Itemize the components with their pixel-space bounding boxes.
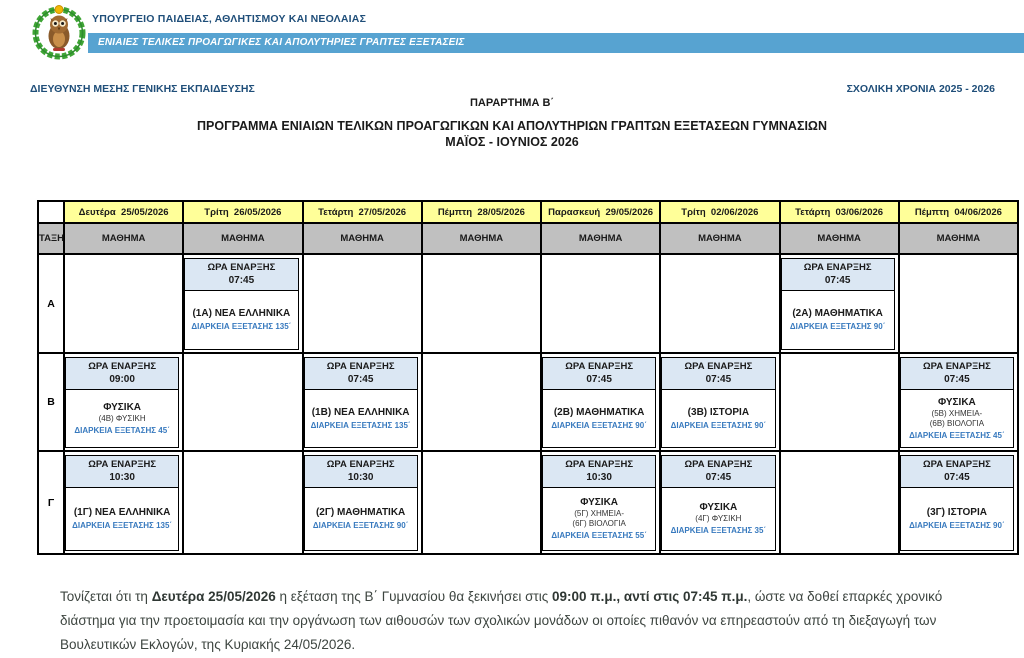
subject-col-header-7: ΜΑΘΗΜΑ bbox=[899, 223, 1018, 254]
class-label-Γ: Γ bbox=[38, 451, 64, 554]
exam-box bbox=[65, 357, 179, 448]
start-time-value: 07:45 bbox=[944, 373, 970, 385]
start-time-box bbox=[305, 358, 417, 390]
start-time-value: 07:45 bbox=[824, 274, 851, 286]
subject-name: (1Γ) ΝΕΑ ΕΛΛΗΝΙΚΑ bbox=[73, 507, 171, 518]
subject-area bbox=[185, 291, 297, 349]
subject-area bbox=[543, 488, 655, 550]
class-row-Β bbox=[38, 353, 1018, 451]
subject-name: (1Α) ΝΕΑ ΕΛΛΗΝΙΚΑ bbox=[192, 308, 291, 319]
subject-area bbox=[543, 390, 655, 447]
directorate-label: ΔΙΕΥΘΥΝΣΗ ΜΕΣΗΣ ΓΕΝΙΚΗΣ ΕΚΠΑΙΔΕΥΣΗΣ bbox=[30, 83, 255, 95]
start-time-box bbox=[66, 456, 178, 488]
exam-box bbox=[542, 357, 656, 448]
subject-name: (1Β) ΝΕΑ ΕΛΛΗΝΙΚΑ bbox=[311, 406, 410, 418]
exam-cell-Α-1 bbox=[183, 254, 302, 353]
subject-area bbox=[662, 390, 774, 447]
start-time-box bbox=[66, 358, 178, 390]
start-time-box bbox=[662, 358, 774, 390]
footnote-segment: Τονίζεται ότι τη bbox=[60, 589, 152, 604]
schedule-head bbox=[38, 201, 1018, 254]
subject-col-header-3: ΜΑΘΗΜΑ bbox=[422, 223, 541, 254]
corner-cell bbox=[38, 201, 64, 223]
ministry-owl-emblem-icon bbox=[30, 3, 88, 61]
start-time-value: 10:30 bbox=[347, 471, 374, 483]
exam-box bbox=[542, 455, 656, 551]
page-title bbox=[0, 118, 1024, 150]
exam-cell-Β-4 bbox=[541, 353, 660, 451]
start-time-value: 07:45 bbox=[944, 471, 970, 483]
exam-box bbox=[661, 455, 775, 551]
exam-duration: ΔΙΑΡΚΕΙΑ ΕΞΕΤΑΣΗΣ 45΄ bbox=[909, 430, 1005, 440]
exam-cell-Γ-1 bbox=[183, 451, 302, 554]
subject-code-line: (6Γ) ΒΙΟΛΟΓΙΑ bbox=[572, 519, 626, 528]
exam-box bbox=[900, 357, 1014, 448]
footnote-segment: η εξέταση της Β΄ Γυμνασίου θα ξεκινήσει στις bbox=[275, 589, 553, 604]
exam-cell-Β-6 bbox=[780, 353, 899, 451]
exam-cell-Γ-5 bbox=[660, 451, 779, 554]
start-time-box bbox=[901, 456, 1013, 488]
exam-box bbox=[781, 258, 895, 350]
exam-cell-Β-1 bbox=[183, 353, 302, 451]
day-header-5: Τρίτη 02/06/2026 bbox=[660, 201, 779, 223]
schedule-body bbox=[38, 254, 1018, 554]
exam-box bbox=[304, 357, 418, 448]
subject-name: ΦΥΣΙΚΑ bbox=[937, 396, 976, 408]
start-time-label: ΩΡΑ ΕΝΑΡΞΗΣ bbox=[207, 261, 276, 273]
day-header-4: Παρασκευή 29/05/2026 bbox=[541, 201, 660, 223]
class-label-Β: Β bbox=[38, 353, 64, 451]
start-time-label: ΩΡΑ ΕΝΑΡΞΗΣ bbox=[922, 458, 991, 470]
class-col-header: ΤΑΞΗ bbox=[38, 223, 64, 254]
exam-cell-Α-4 bbox=[541, 254, 660, 353]
exam-box bbox=[661, 357, 775, 448]
exam-cell-Α-6 bbox=[780, 254, 899, 353]
subject-name: (2Α) ΜΑΘΗΜΑΤΙΚΑ bbox=[792, 308, 883, 319]
subject-area bbox=[901, 488, 1013, 550]
subject-code-line: (4Γ) ΦΥΣΙΚΗ bbox=[695, 514, 742, 523]
subject-area bbox=[305, 488, 417, 550]
exam-cell-Γ-6 bbox=[780, 451, 899, 554]
start-time-label: ΩΡΑ ΕΝΑΡΞΗΣ bbox=[922, 360, 991, 372]
start-time-value: 07:45 bbox=[347, 373, 374, 385]
exam-box bbox=[900, 455, 1014, 551]
subject-header-row bbox=[38, 223, 1018, 254]
exam-duration: ΔΙΑΡΚΕΙΑ ΕΞΕΤΑΣΗΣ 35΄ bbox=[670, 526, 767, 535]
day-header-1: Τρίτη 26/05/2026 bbox=[183, 201, 302, 223]
exam-cell-Γ-3 bbox=[422, 451, 541, 554]
day-header-0: Δευτέρα 25/05/2026 bbox=[64, 201, 183, 223]
exam-duration: ΔΙΑΡΚΕΙΑ ΕΞΕΤΑΣΗΣ 90΄ bbox=[551, 420, 647, 430]
subject-col-header-0: ΜΑΘΗΜΑ bbox=[64, 223, 183, 254]
exam-cell-Α-0 bbox=[64, 254, 183, 353]
start-time-box bbox=[662, 456, 774, 488]
exam-duration: ΔΙΑΡΚΕΙΑ ΕΞΕΤΑΣΗΣ 135΄ bbox=[310, 420, 411, 430]
start-time-label: ΩΡΑ ΕΝΑΡΞΗΣ bbox=[565, 458, 634, 470]
subject-area bbox=[66, 488, 178, 550]
exam-duration: ΔΙΑΡΚΕΙΑ ΕΞΕΤΑΣΗΣ 45΄ bbox=[74, 425, 170, 435]
exam-cell-Α-5 bbox=[660, 254, 779, 353]
day-header-2: Τετάρτη 27/05/2026 bbox=[303, 201, 422, 223]
subject-area bbox=[782, 291, 894, 349]
subject-col-header-4: ΜΑΘΗΜΑ bbox=[541, 223, 660, 254]
page-title-line1: ΠΡΟΓΡΑΜΜΑ ΕΝΙΑΙΩΝ ΤΕΛΙΚΩΝ ΠΡΟΑΓΩΓΙΚΩΝ ΚΑΙ ΑΠΟΛΥΤΗΡΙΩΝ ΓΡΑΠΤΩΝ ΕΞΕΤΑΣΕΩΝ ΓΥΜΝΑΣΙΩΝ bbox=[197, 119, 827, 133]
exam-duration: ΔΙΑΡΚΕΙΑ ΕΞΕΤΑΣΗΣ 55΄ bbox=[551, 531, 647, 540]
school-year-label: ΣΧΟΛΙΚΗ ΧΡΟΝΙΑ 2025 - 2026 bbox=[846, 83, 995, 95]
subject-area bbox=[66, 390, 178, 447]
subject-name: (3Β) ΙΣΤΟΡΙΑ bbox=[687, 406, 750, 418]
subject-name: (3Γ) ΙΣΤΟΡΙΑ bbox=[926, 507, 987, 518]
start-time-box bbox=[305, 456, 417, 488]
start-time-value: 10:30 bbox=[586, 471, 612, 483]
subject-code-line: (5Β) ΧΗΜΕΙΑ- bbox=[931, 408, 983, 418]
start-time-box bbox=[185, 259, 297, 291]
start-time-label: ΩΡΑ ΕΝΑΡΞΗΣ bbox=[684, 360, 753, 372]
ministry-name: ΥΠΟΥΡΓΕΙΟ ΠΑΙΔΕΙΑΣ, ΑΘΛΗΤΙΣΜΟΥ ΚΑΙ ΝΕΟΛΑΙΑΣ bbox=[92, 13, 367, 25]
footnote bbox=[60, 585, 966, 657]
start-time-box bbox=[543, 456, 655, 488]
day-header-7: Πέμπτη 04/06/2026 bbox=[899, 201, 1018, 223]
start-time-value: 07:45 bbox=[586, 373, 612, 385]
page-title-line2: ΜΑΪΟΣ - ΙΟΥΝΙΟΣ 2026 bbox=[445, 135, 579, 149]
exam-cell-Β-5 bbox=[660, 353, 779, 451]
footnote-bold-segment: Δευτέρα 25/05/2026 bbox=[151, 589, 276, 604]
exam-duration: ΔΙΑΡΚΕΙΑ ΕΞΕΤΑΣΗΣ 90΄ bbox=[789, 322, 886, 331]
exam-duration: ΔΙΑΡΚΕΙΑ ΕΞΕΤΑΣΗΣ 135΄ bbox=[72, 521, 173, 530]
exam-cell-Γ-0 bbox=[64, 451, 183, 554]
subject-code-line: (5Γ) ΧΗΜΕΙΑ- bbox=[574, 509, 624, 518]
class-label-Α: Α bbox=[38, 254, 64, 353]
start-time-label: ΩΡΑ ΕΝΑΡΞΗΣ bbox=[803, 261, 872, 273]
subject-col-header-1: ΜΑΘΗΜΑ bbox=[183, 223, 302, 254]
exam-box bbox=[65, 455, 179, 551]
subject-area bbox=[901, 390, 1013, 447]
start-time-value: 07:45 bbox=[228, 274, 255, 286]
day-header-row bbox=[38, 201, 1018, 223]
subject-area bbox=[662, 488, 774, 550]
subject-col-header-2: ΜΑΘΗΜΑ bbox=[303, 223, 422, 254]
footnote-segment: , ώστε να δοθεί επαρκές χρονικό διάστημα για την προετοιμασία και την οργάνωση των αιθουσών των σχολικών μονάδων οι οποίες πιθανόν να επηρεαστούν από τη διεξαγωγή των Βουλευτικών Εκλογών, της Κυριακής 24/05/2026. bbox=[60, 589, 943, 652]
exam-schedule-table bbox=[37, 200, 1019, 555]
exam-duration: ΔΙΑΡΚΕΙΑ ΕΞΕΤΑΣΗΣ 90΄ bbox=[312, 521, 409, 530]
day-header-3: Πέμπτη 28/05/2026 bbox=[422, 201, 541, 223]
subject-name: (2Γ) ΜΑΘΗΜΑΤΙΚΑ bbox=[315, 507, 406, 518]
annex-label: ΠΑΡΑΡΤΗΜΑ Β΄ bbox=[469, 97, 555, 109]
exam-cell-Γ-7 bbox=[899, 451, 1018, 554]
exam-duration: ΔΙΑΡΚΕΙΑ ΕΞΕΤΑΣΗΣ 90΄ bbox=[670, 420, 767, 430]
start-time-label: ΩΡΑ ΕΝΑΡΞΗΣ bbox=[565, 360, 634, 372]
exam-duration: ΔΙΑΡΚΕΙΑ ΕΞΕΤΑΣΗΣ 90΄ bbox=[909, 521, 1005, 530]
exam-box bbox=[184, 258, 298, 350]
day-header-6: Τετάρτη 03/06/2026 bbox=[780, 201, 899, 223]
exam-cell-Β-0 bbox=[64, 353, 183, 451]
subject-area bbox=[305, 390, 417, 447]
start-time-box bbox=[782, 259, 894, 291]
subject-code-line: (4Β) ΦΥΣΙΚΗ bbox=[98, 413, 146, 423]
exam-cell-Α-7 bbox=[899, 254, 1018, 353]
exam-cell-Γ-4 bbox=[541, 451, 660, 554]
subject-col-header-5: ΜΑΘΗΜΑ bbox=[660, 223, 779, 254]
start-time-value: 07:45 bbox=[705, 373, 732, 385]
exam-duration: ΔΙΑΡΚΕΙΑ ΕΞΕΤΑΣΗΣ 135΄ bbox=[191, 322, 292, 331]
start-time-value: 09:00 bbox=[109, 373, 135, 385]
subject-name: ΦΥΣΙΚΑ bbox=[580, 497, 619, 508]
exam-cell-Β-3 bbox=[422, 353, 541, 451]
subject-name: (2Β) ΜΑΘΗΜΑΤΙΚΑ bbox=[553, 406, 645, 418]
start-time-label: ΩΡΑ ΕΝΑΡΞΗΣ bbox=[326, 360, 395, 372]
exam-cell-Α-3 bbox=[422, 254, 541, 353]
exam-cell-Γ-2 bbox=[303, 451, 422, 554]
exam-cell-Β-2 bbox=[303, 353, 422, 451]
subject-col-header-6: ΜΑΘΗΜΑ bbox=[780, 223, 899, 254]
start-time-label: ΩΡΑ ΕΝΑΡΞΗΣ bbox=[326, 458, 395, 470]
exam-box bbox=[304, 455, 418, 551]
exams-banner: ΕΝΙΑΙΕΣ ΤΕΛΙΚΕΣ ΠΡΟΑΓΩΓΙΚΕΣ ΚΑΙ ΑΠΟΛΥΤΗΡΙΕΣ ΓΡΑΠΤΕΣ ΕΞΕΤΑΣΕΙΣ bbox=[88, 33, 1024, 53]
start-time-label: ΩΡΑ ΕΝΑΡΞΗΣ bbox=[88, 458, 157, 470]
footnote-bold-segment: 09:00 π.μ., αντί στις 07:45 π.μ. bbox=[552, 589, 748, 604]
start-time-box bbox=[543, 358, 655, 390]
start-time-label: ΩΡΑ ΕΝΑΡΞΗΣ bbox=[684, 458, 753, 470]
exam-cell-Β-7 bbox=[899, 353, 1018, 451]
class-row-Γ bbox=[38, 451, 1018, 554]
exam-cell-Α-2 bbox=[303, 254, 422, 353]
subject-name: ΦΥΣΙΚΑ bbox=[699, 502, 738, 513]
subject-code-line: (6Β) ΒΙΟΛΟΓΙΑ bbox=[929, 418, 985, 428]
class-row-Α bbox=[38, 254, 1018, 353]
start-time-value: 10:30 bbox=[109, 471, 135, 483]
start-time-label: ΩΡΑ ΕΝΑΡΞΗΣ bbox=[88, 360, 157, 372]
start-time-box bbox=[901, 358, 1013, 390]
start-time-value: 07:45 bbox=[705, 471, 732, 483]
subject-name: ΦΥΣΙΚΑ bbox=[103, 401, 142, 413]
